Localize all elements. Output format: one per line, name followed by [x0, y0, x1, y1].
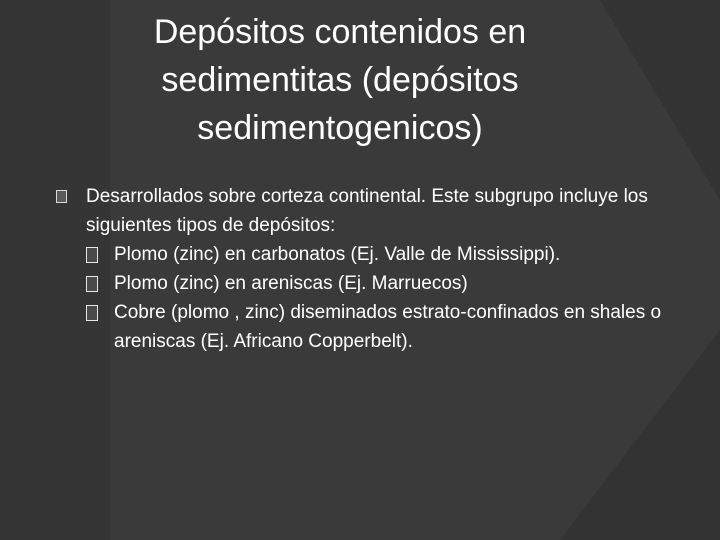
slide-title: Depósitos contenidos en sedimentitas (depósitos sedimentogenicos) — [153, 13, 527, 147]
bullet-item — [56, 182, 696, 240]
sub-bullet-item — [56, 298, 696, 356]
sub-bullet-text: Cobre (plomo , zinc) diseminados estrato-confinados en shales o areniscas (Ej. Africano Copperbelt). — [114, 302, 662, 352]
slide-body — [56, 182, 696, 356]
sub-bullet-text: Plomo (zinc) en areniscas (Ej. Marruecos) — [114, 273, 468, 294]
sub-bullet-square-icon — [86, 276, 98, 292]
sub-bullet-text: Plomo (zinc) en carbonatos (Ej. Valle de Mississippi). — [114, 244, 561, 265]
bullet-square-icon — [56, 190, 67, 203]
sub-bullet-item — [56, 269, 696, 298]
sub-bullet-square-icon — [86, 305, 98, 321]
sub-bullet-item — [56, 240, 696, 269]
sub-bullet-square-icon — [86, 247, 98, 263]
bullet-text: Desarrollados sobre corteza continental. Este subgrupo incluye los siguientes tipos de depósitos: — [86, 186, 648, 236]
